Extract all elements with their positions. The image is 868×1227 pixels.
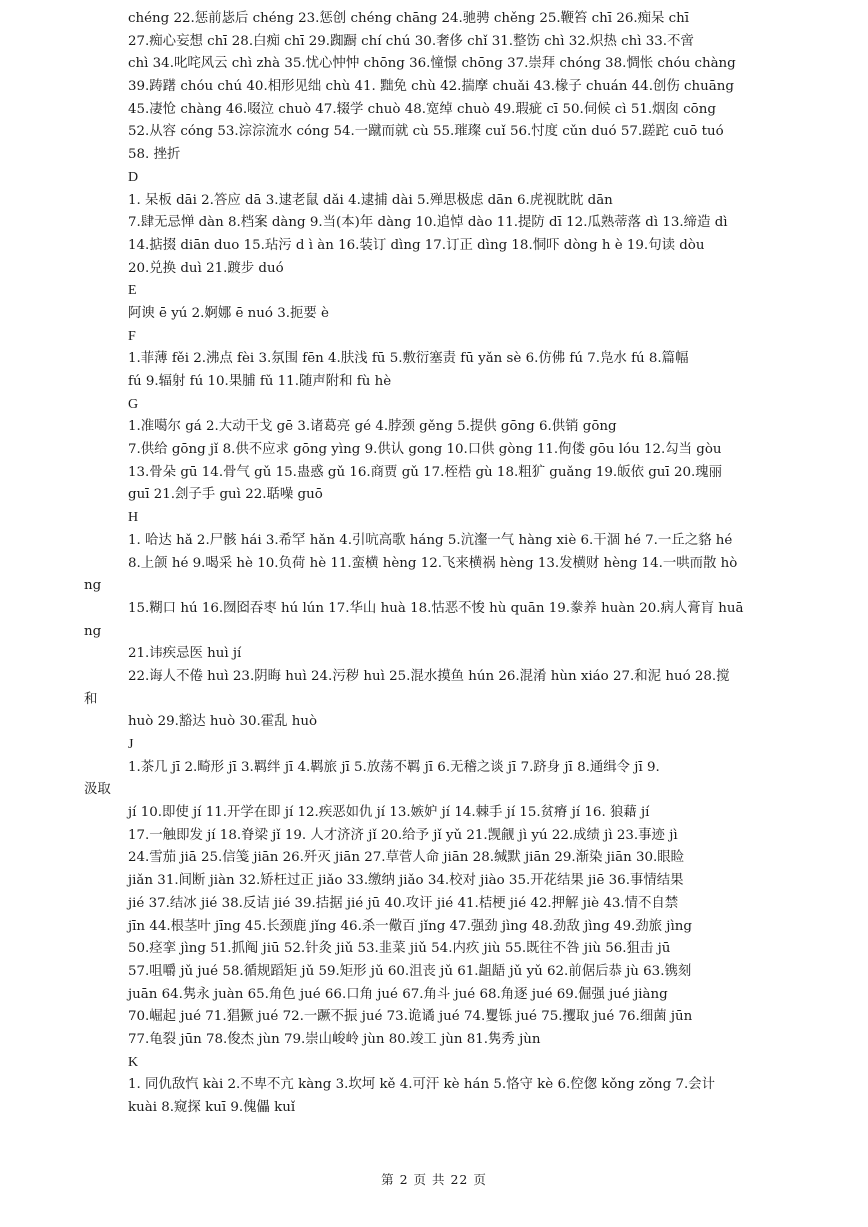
- pinyin-word-list: [0, 8, 868, 1120]
- section-letter-heading: D: [128, 169, 139, 185]
- text-line: 20.兑换 duì 21.踱步 duó: [128, 260, 284, 276]
- page-footer: 第 2 页 共 22 页: [381, 1172, 487, 1187]
- text-line: 21.讳疾忌医 huì jí: [128, 646, 242, 662]
- text-line: 39.踌躇 chóu chú 40.相形见绌 chù 41. 黜免 chù 42.揣摩 chuǎi 43.椽子 chuán 44.创伤 chuāng: [128, 79, 734, 95]
- text-line: huò 29.豁达 huò 30.霍乱 huò: [128, 714, 318, 730]
- text-line: 52.从容 cóng 53.淙淙流水 cóng 54.一蹴而就 cù 55.璀璨 cuǐ 56.忖度 cǔn duó 57.蹉跎 cuō tuó: [128, 124, 724, 140]
- text-line: 27.痴心妄想 chī 28.白痴 chī 29.踟蹰 chí chú 30.奢侈 chǐ 31.整饬 chì 32.炽热 chì 33.不啻: [128, 33, 694, 49]
- text-line: chì 34.叱咤风云 chì zhà 35.忧心忡忡 chōng 36.憧憬 chōng 37.崇拜 chóng 38.惆怅 chóu chàng: [128, 56, 736, 72]
- text-line: 1.菲薄 fěi 2.沸点 fèi 3.氛围 fēn 4.肤浅 fū 5.敷衍塞责 fū yǎn sè 6.仿佛 fú 7.凫水 fú 8.篇幅: [128, 351, 689, 367]
- section-letter-heading: K: [128, 1054, 139, 1070]
- section-letter-heading: E: [128, 283, 137, 299]
- text-line: 57.咀嚼 jǔ jué 58.循规蹈矩 jǔ 59.矩形 jǔ 60.沮丧 jǔ 61.龃龉 jǔ yǔ 62.前倨后恭 jù 63.镌刻: [128, 963, 692, 979]
- text-line: 14.掂掇 diān duo 15.玷污 d ì àn 16.装订 dìng 17.订正 dìng 18.恫吓 dòng h è 19.句读 dòu: [128, 237, 705, 253]
- text-line: chéng 22.惩前毖后 chéng 23.惩创 chéng chāng 24.驰骋 chěng 25.鞭笞 chī 26.痴呆 chī: [128, 11, 690, 26]
- text-line: 8.上颌 hé 9.喝采 hè 10.负荷 hè 11.蛮横 hèng 12.飞来横祸 hèng 13.发横财 hèng 14.一哄而散 hò: [128, 555, 738, 571]
- text-line: jí 10.即使 jí 11.开学在即 jí 12.疾恶如仇 jí 13.嫉妒 jí 14.棘手 jí 15.贫瘠 jí 16. 狼藉 jí: [128, 805, 650, 821]
- text-line: jiǎn 31.间断 jiàn 32.矫枉过正 jiǎo 33.缴纳 jiǎo 34.校对 jiào 35.开花结果 jiē 36.事情结果: [128, 873, 684, 889]
- text-line: juān 64.隽永 juàn 65.角色 jué 66.口角 jué 67.角斗 jué 68.角逐 jué 69.倔强 jué jiàng: [128, 986, 668, 1002]
- text-line: 1.准噶尔 gá 2.大动干戈 gē 3.诸葛亮 gé 4.脖颈 gěng 5.提供 gōng 6.供销 gōng: [128, 419, 617, 435]
- text-line: 1.茶几 jī 2.畸形 jī 3.羁绊 jī 4.羁旅 jī 5.放荡不羁 jī 6.无稽之谈 jī 7.跻身 jī 8.通缉令 jī 9.: [128, 759, 660, 775]
- section-letter-heading: H: [128, 510, 139, 526]
- text-line: 汲取: [84, 782, 111, 798]
- text-line: 45.凄怆 chàng 46.啜泣 chuò 47.辍学 chuò 48.宽绰 chuò 49.瑕疵 cī 50.伺候 cì 51.烟囱 cōng: [128, 101, 716, 117]
- text-line: 70.崛起 jué 71.猖獗 jué 72.一蹶不振 jué 73.诡谲 jué 74.矍铄 jué 75.攫取 jué 76.细菌 jūn: [128, 1009, 693, 1025]
- text-line: jīn 44.根茎叶 jīng 45.长颈鹿 jǐng 46.杀一儆百 jǐng 47.强劲 jìng 48.劲敌 jìng 49.劲旅 jìng: [128, 918, 692, 934]
- text-line: ng: [84, 623, 102, 639]
- text-line: 77.龟裂 jūn 78.俊杰 jùn 79.崇山峻岭 jùn 80.竣工 jùn 81.隽秀 jùn: [128, 1031, 541, 1047]
- text-line: 阿谀 ē yú 2.婀娜 ē nuó 3.扼要 è: [128, 305, 329, 321]
- text-line: 50.痉挛 jìng 51.抓阄 jiū 52.针灸 jiǔ 53.韭菜 jiǔ 54.内疚 jiù 55.既往不咎 jiù 56.狙击 jū: [128, 941, 671, 957]
- text-line: 7.供给 gōng jǐ 8.供不应求 gōng yìng 9.供认 gong 10.口供 gòng 11.佝偻 gōu lóu 12.勾当 gòu: [128, 442, 722, 458]
- section-letter-heading: J: [128, 737, 134, 752]
- text-line: 15.糊口 hú 16.囫囵吞枣 hú lún 17.华山 huà 18.怙恶不悛 hù quān 19.豢养 huàn 20.病人膏肓 huā: [128, 600, 744, 616]
- text-line: 1. 哈达 hǎ 2.尸骸 hái 3.希罕 hǎn 4.引吭高歌 háng 5.沆瀣一气 hàng xiè 6.干涸 hé 7.一丘之貉 hé: [128, 532, 733, 548]
- text-line: 和: [84, 691, 98, 707]
- section-letter-heading: F: [128, 328, 136, 344]
- text-line: 13.骨朵 gū 14.骨气 gǔ 15.蛊惑 gǔ 16.商贾 gǔ 17.桎梏 gù 18.粗犷 guǎng 19.皈依 guī 20.瑰丽: [128, 464, 723, 480]
- text-line: 58. 挫折: [128, 147, 181, 163]
- text-line: 22.诲人不倦 huì 23.阴晦 huì 24.污秽 huì 25.混水摸鱼 hún 26.混淆 hùn xiáo 27.和泥 huó 28.搅: [128, 668, 730, 684]
- text-line: 24.雪茄 jiā 25.信笺 jiān 26.歼灭 jiān 27.草菅人命 jiān 28.缄默 jiān 29.渐染 jiān 30.眼睑: [128, 850, 685, 866]
- text-line: 17.一触即发 jí 18.脊梁 jǐ 19. 人才济济 jǐ 20.给予 jǐ yǔ 21.觊觎 jì yú 22.成绩 jì 23.事迹 jì: [128, 827, 678, 843]
- text-line: kuài 8.窥探 kuī 9.傀儡 kuǐ: [128, 1100, 296, 1115]
- text-line: ng: [84, 578, 102, 594]
- text-line: jié 37.结冰 jié 38.反诘 jié 39.拮据 jié jū 40.攻讦 jié 41.桔梗 jié 42.押解 jiè 43.情不自禁: [128, 895, 679, 911]
- section-letter-heading: G: [128, 396, 139, 412]
- text-line: 1. 呆板 dāi 2.答应 dā 3.逮老鼠 dǎi 4.逮捕 dài 5.殚思极虑 dān 6.虎视眈眈 dān: [128, 192, 613, 208]
- text-line: fú 9.辐射 fú 10.果脯 fǔ 11.随声附和 fù hè: [128, 374, 392, 389]
- text-line: 1. 同仇敌忾 kài 2.不卑不亢 kàng 3.坎坷 kě 4.可汗 kè hán 5.恪守 kè 6.倥偬 kǒng zǒng 7.会计: [128, 1077, 716, 1093]
- text-line: guī 21.刽子手 guì 22.聒噪 guō: [128, 487, 323, 503]
- text-line: 7.肆无忌惮 dàn 8.档案 dàng 9.当(本)年 dàng 10.追悼 dào 11.提防 dī 12.瓜熟蒂落 dì 13.缔造 dì: [128, 215, 728, 231]
